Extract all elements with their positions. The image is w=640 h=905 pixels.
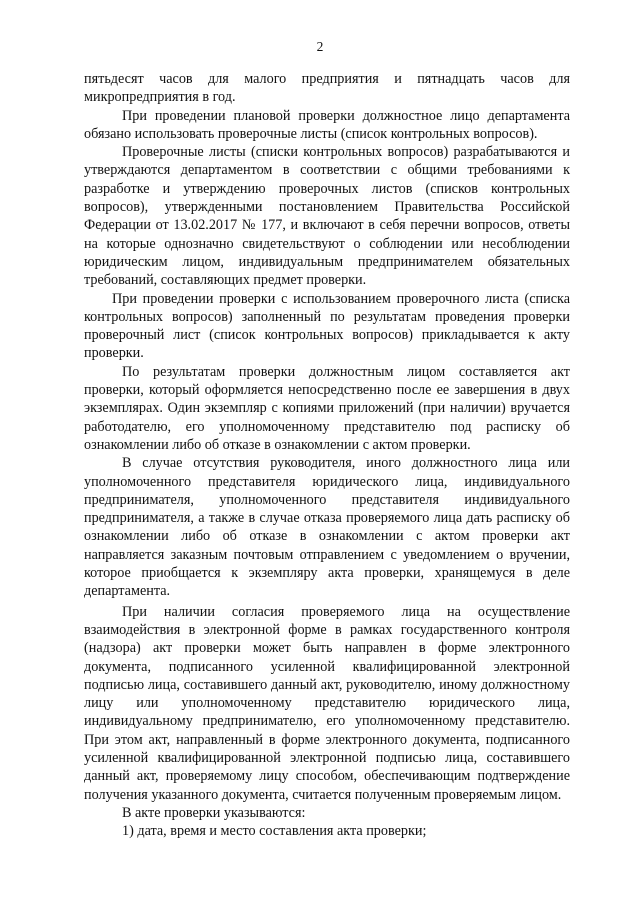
page-number: 2 — [316, 39, 324, 54]
paragraph-electronic-act: При наличии согласия проверяемого лица на осуществление взаимодействия в электронной форме в рамках государственного контроля (надзора) акт проверки может быть направлен в форме электронного документа, подписанного усиленной квалифицированной электронной подписью лица, составившего данный акт, руководителю, иному должностному лицу или уполномоченному представителю юридического лица, индивидуальному предпринимателю, его уполномоченному представителю. При этом акт, направленный в форме электронного документа, подписанного усиленной квалифицированной электронной подписью лица, составившего данный акт, проверяемому лицу способом, обеспечивающим подтверждение получения указанного документа, считается полученным проверяемым лицом. — [84, 603, 570, 803]
paragraph-continuation: пятьдесят часов для малого предприятия и пятнадцать часов для микропредприятия в год. — [84, 71, 570, 106]
paragraph-checklist-obligation: При проведении плановой проверки должностное лицо департамента обязано использовать проверочные листы (список контрольных вопросов). — [84, 107, 570, 142]
paragraph-checklist-approval: Проверочные листы (списки контрольных вопросов) разрабатываются и утверждаются департаментом в соответствии с общими требованиями к разработке и утверждению проверочных листов (списков контрольных вопросов), утвержденными постановлением Правительства Российской Федерации от 13.02.2017 № 177, и включают в себя перечни вопросов, ответы на которые однозначно свидетельствуют о соблюдении или несоблюдении юридическим лицом, индивидуальным предпринимателем обязательных требований, составляющих предмет проверки. — [84, 144, 570, 289]
paragraph-act-contents-intro: В акте проверки указываются: — [122, 804, 306, 821]
paragraph-checklist-attachment: При проведении проверки с использованием проверочного листа (списка контрольных вопросов) заполненный по результатам проведения проверки проверочный лист (список контрольных вопросов) прикладывается к акту проверки. — [84, 290, 570, 362]
paragraph-act-mailing: В случае отсутствия руководителя, иного должностного лица или уполномоченного представителя юридического лица, индивидуального предпринимателя, уполномоченного представителя индивидуального предпринимателя, а также в случае отказа проверяемого лица дать расписку об ознакомлении либо об отказе в ознакомлении с актом проверки акт направляется заказным почтовым отправлением с уведомлением о вручении, которое приобщается к экземпляру акта проверки, хранящемуся в деле департамента. — [84, 455, 570, 600]
paragraph-inspection-act: По результатам проверки должностным лицом составляется акт проверки, который оформляется непосредственно после ее завершения в двух экземплярах. Один экземпляр с копиями приложений (при наличии) вручается работодателю, его уполномоченному представителю под расписку об ознакомлении либо об отказе в ознакомлении с актом проверки. — [84, 363, 570, 453]
document-body — [84, 70, 570, 840]
list-item-act-date: 1) дата, время и место составления акта проверки; — [122, 823, 427, 840]
